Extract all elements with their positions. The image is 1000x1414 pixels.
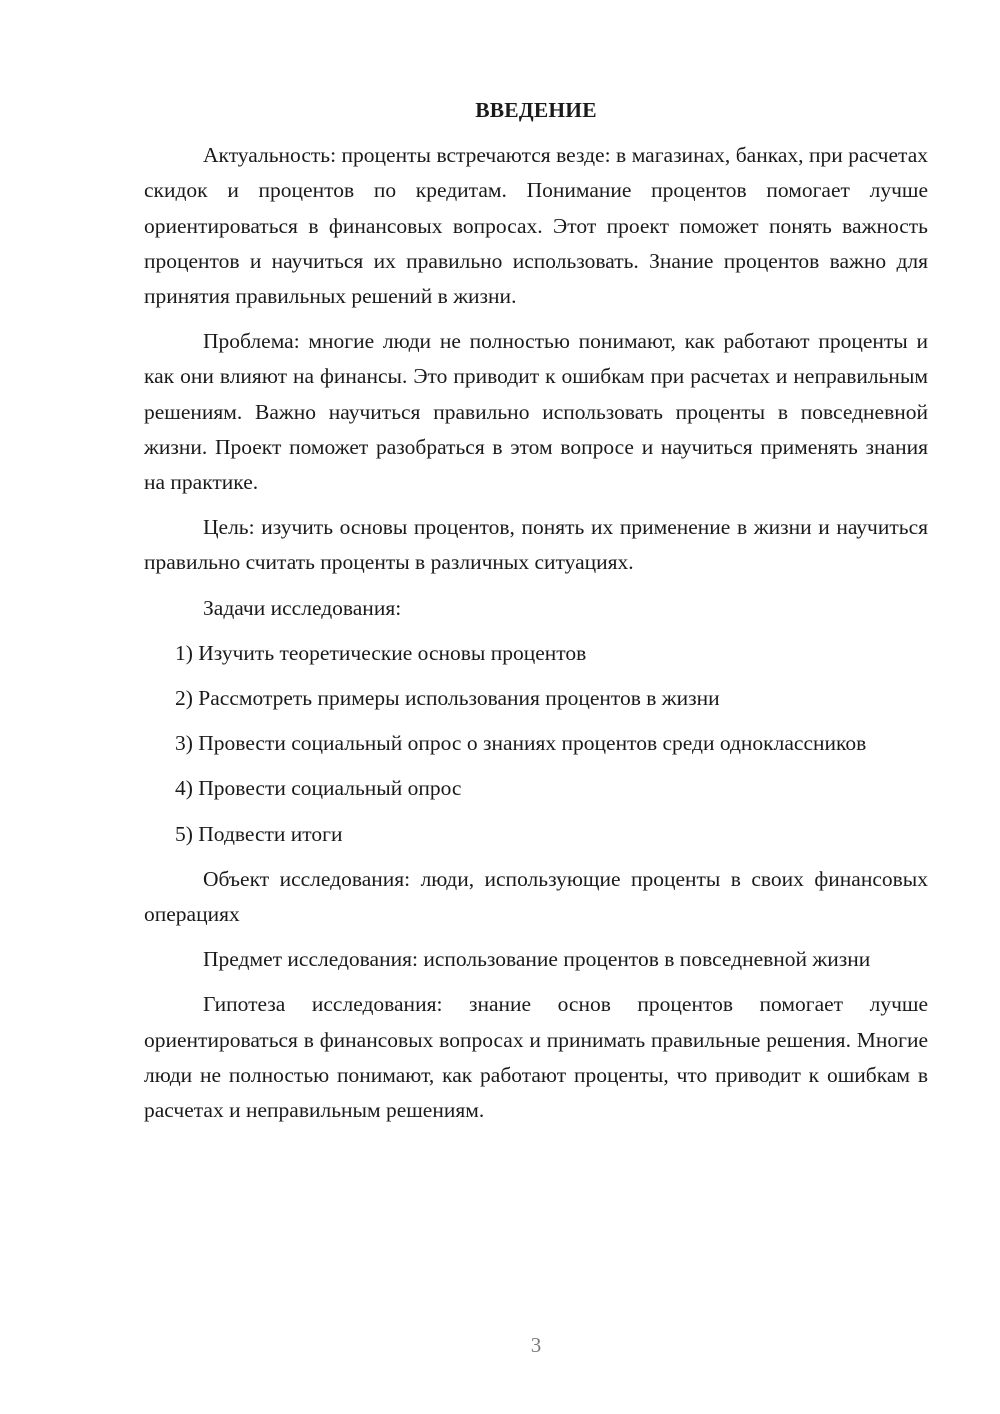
tasks-list xyxy=(144,636,928,852)
page-number: 3 xyxy=(530,1333,542,1357)
section-title: ВВЕДЕНИЕ xyxy=(475,98,597,122)
paragraph-hypothesis: Гипотеза исследования: знание основ процентов помогает лучше ориентироваться в финансовых вопросах и принимать правильные решения. Многие люди не полностью понимают, как работают проценты, что приводит к ошибкам в расчетах и неправильным решениям. xyxy=(144,992,928,1123)
paragraph-problem: Проблема: многие люди не полностью понимают, как работают проценты и как они влияют на финансы. Это приводит к ошибкам при расчетах и неправильным решениям. Важно научиться правильно использовать проценты в повседневной жизни. Проект поможет разобраться в этом вопросе и научиться применять знания на практике. xyxy=(144,329,928,495)
paragraph-goal: Цель: изучить основы процентов, понять их применение в жизни и научиться правильно считать проценты в различных ситуациях. xyxy=(144,515,928,575)
paragraph-object: Объект исследования: люди, использующие проценты в своих финансовых операциях xyxy=(144,866,928,927)
list-item: 1) Изучить теоретические основы процентов xyxy=(175,640,587,665)
paragraph-relevance: Актуальность: проценты встречаются везде: в магазинах, банках, при расчетах скидок и процентов по кредитам. Понимание процентов помогает лучше ориентироваться в финансовых вопросах. Этот проект поможет понять важность процентов и научиться их правильно использовать. Знание процентов важно для принятия правильных решений в жизни. xyxy=(144,143,928,309)
page-content xyxy=(144,93,928,1138)
list-item: 2) Рассмотреть примеры использования процентов в жизни xyxy=(175,686,720,711)
paragraph-subject: Предмет исследования: использование процентов в повседневной жизни xyxy=(203,947,871,972)
list-item: 5) Подвести итоги xyxy=(175,821,343,846)
list-item: 4) Провести социальный опрос xyxy=(175,776,462,801)
list-item: 3) Провести социальный опрос о знаниях процентов среди одноклассников xyxy=(175,731,867,756)
tasks-label: Задачи исследования: xyxy=(203,595,402,620)
